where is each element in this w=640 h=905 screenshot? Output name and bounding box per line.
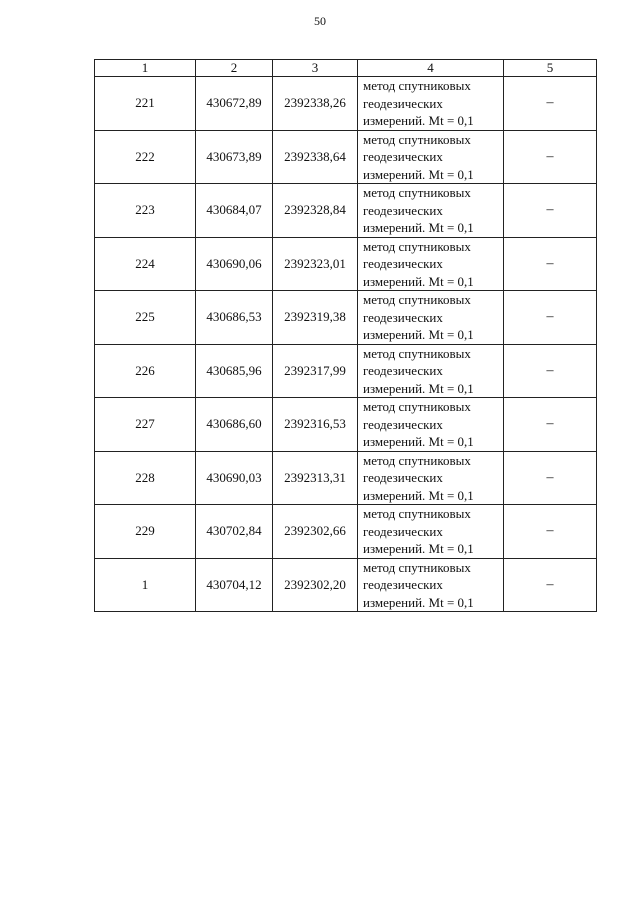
- method-line-1: метод спутниковых: [363, 399, 471, 414]
- note-cell: –: [504, 237, 597, 291]
- method-line-1: метод спутниковых: [363, 131, 471, 147]
- coordinates-table: [94, 59, 597, 612]
- method-line-3: измерений. Mt = 0,1: [363, 380, 474, 396]
- table-row: [95, 237, 597, 291]
- method-cell: [358, 558, 504, 612]
- header-col-3: 3: [273, 60, 358, 77]
- method-line-1: метод спутниковых: [363, 506, 471, 521]
- coord-y: 2392302,20: [273, 558, 358, 612]
- note-cell: –: [504, 505, 597, 559]
- method-line-3: измерений. Mt = 0,1: [363, 220, 474, 235]
- point-number: 226: [95, 344, 196, 398]
- method-line-2: геодезических: [363, 95, 443, 111]
- method-line-3: измерений. Mt = 0,1: [363, 541, 474, 556]
- point-number: 227: [95, 398, 196, 452]
- method-cell: [358, 77, 504, 131]
- table-row: [95, 184, 597, 238]
- header-col-4: 4: [358, 60, 504, 77]
- point-number: 224: [95, 237, 196, 291]
- method-line-1: метод спутниковых: [363, 559, 471, 575]
- point-number: 221: [95, 77, 196, 131]
- page-number: 50: [314, 14, 326, 28]
- coord-y: 2392316,53: [273, 398, 358, 452]
- coord-y: 2392319,38: [273, 291, 358, 345]
- method-line-1: метод спутниковых: [363, 452, 471, 468]
- method-line-1: метод спутниковых: [363, 78, 471, 93]
- coord-x: 430690,03: [196, 451, 273, 505]
- coord-y: 2392338,26: [273, 77, 358, 131]
- table-row: [95, 451, 597, 505]
- point-number: 228: [95, 451, 196, 505]
- header-col-5: 5: [504, 60, 597, 77]
- table-header-row: [95, 60, 597, 77]
- coord-x: 430702,84: [196, 505, 273, 559]
- point-number: 223: [95, 184, 196, 238]
- note-cell: –: [504, 451, 597, 505]
- method-line-1: метод спутниковых: [363, 185, 471, 200]
- coord-x: 430672,89: [196, 77, 273, 131]
- method-line-1: метод спутниковых: [363, 238, 471, 254]
- coord-y: 2392302,66: [273, 505, 358, 559]
- coord-x: 430684,07: [196, 184, 273, 238]
- coord-x: 430690,06: [196, 237, 273, 291]
- method-line-3: измерений. Mt = 0,1: [363, 327, 474, 342]
- coord-y: 2392317,99: [273, 344, 358, 398]
- method-line-2: геодезических: [363, 577, 443, 592]
- note-cell: –: [504, 398, 597, 452]
- coord-y: 2392328,84: [273, 184, 358, 238]
- header-col-2: 2: [196, 60, 273, 77]
- coord-y: 2392338,64: [273, 130, 358, 184]
- method-line-3: измерений. Mt = 0,1: [363, 487, 474, 503]
- coord-x: 430686,53: [196, 291, 273, 345]
- coord-y: 2392323,01: [273, 237, 358, 291]
- table-row: [95, 291, 597, 345]
- note-cell: –: [504, 130, 597, 184]
- method-line-2: геодезических: [363, 256, 443, 271]
- coord-x: 430686,60: [196, 398, 273, 452]
- method-line-2: геодезических: [363, 416, 443, 432]
- method-line-1: метод спутниковых: [363, 292, 471, 307]
- method-cell: [358, 130, 504, 184]
- method-cell: [358, 344, 504, 398]
- method-cell: [358, 505, 504, 559]
- method-line-3: измерений. Mt = 0,1: [363, 113, 474, 128]
- method-cell: [358, 237, 504, 291]
- table-row: [95, 130, 597, 184]
- table-row: [95, 558, 597, 612]
- header-col-1: 1: [95, 60, 196, 77]
- point-number: 229: [95, 505, 196, 559]
- table-row: [95, 77, 597, 131]
- method-line-3: измерений. Mt = 0,1: [363, 273, 474, 289]
- note-cell: –: [504, 184, 597, 238]
- point-number: 225: [95, 291, 196, 345]
- method-line-3: измерений. Mt = 0,1: [363, 594, 474, 610]
- method-line-3: измерений. Mt = 0,1: [363, 434, 474, 449]
- note-cell: –: [504, 77, 597, 131]
- method-line-2: геодезических: [363, 470, 443, 485]
- method-line-2: геодезических: [363, 149, 443, 164]
- note-cell: –: [504, 344, 597, 398]
- coord-y: 2392313,31: [273, 451, 358, 505]
- note-cell: –: [504, 291, 597, 345]
- coord-x: 430704,12: [196, 558, 273, 612]
- coord-x: 430685,96: [196, 344, 273, 398]
- method-line-2: геодезических: [363, 202, 443, 218]
- method-line-2: геодезических: [363, 363, 443, 378]
- table-row: [95, 398, 597, 452]
- method-line-2: геодезических: [363, 523, 443, 539]
- method-line-2: геодезических: [363, 309, 443, 325]
- method-cell: [358, 291, 504, 345]
- note-cell: –: [504, 558, 597, 612]
- method-cell: [358, 451, 504, 505]
- method-line-3: измерений. Mt = 0,1: [363, 166, 474, 182]
- table-row: [95, 344, 597, 398]
- coord-x: 430673,89: [196, 130, 273, 184]
- table-row: [95, 505, 597, 559]
- method-cell: [358, 398, 504, 452]
- point-number: 1: [95, 558, 196, 612]
- method-cell: [358, 184, 504, 238]
- method-line-1: метод спутниковых: [363, 345, 471, 361]
- point-number: 222: [95, 130, 196, 184]
